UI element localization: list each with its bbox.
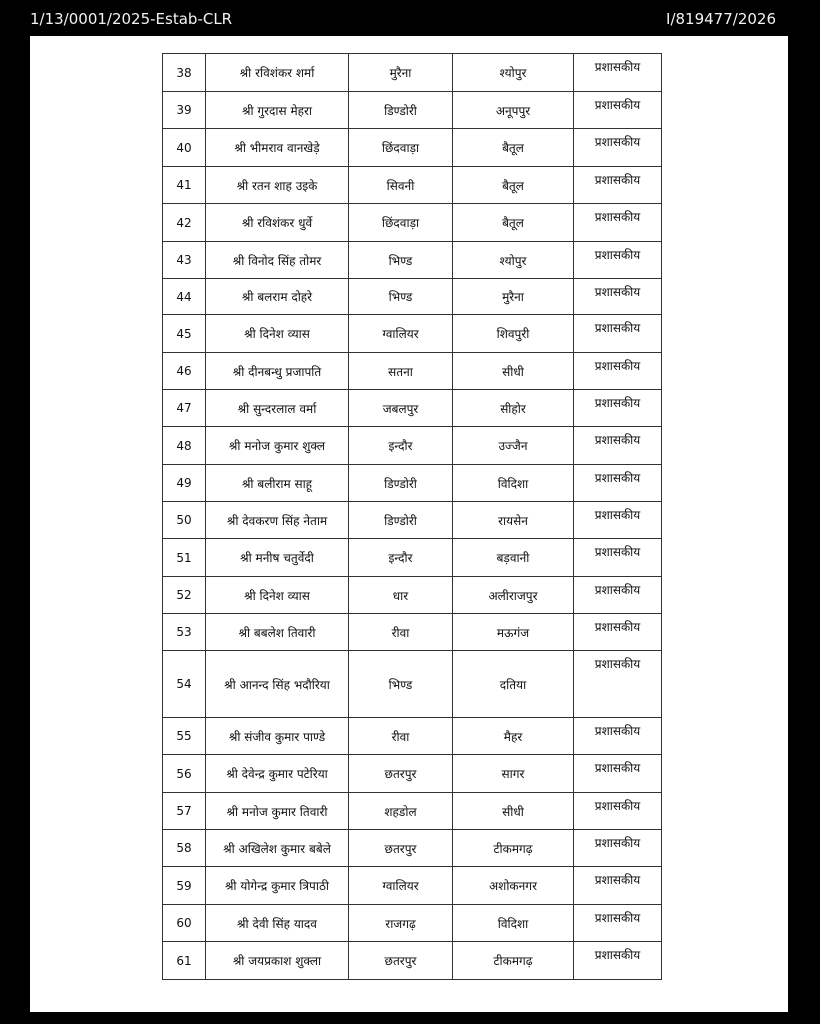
table-row [163,92,662,129]
officer-name-cell: श्री सुन्दरलाल वर्मा [206,390,349,427]
serial-number-cell: 43 [163,242,206,279]
serial-number-cell: 51 [163,539,206,577]
current-district-cell: डिण्डोरी [349,502,453,539]
reason-cell: प्रशासकीय [574,905,662,942]
table-row [163,502,662,539]
table-row [163,577,662,614]
table-row [163,651,662,718]
current-district-cell: मुरैना [349,54,453,92]
posted-district-cell: सागर [453,755,574,793]
table-row [163,614,662,651]
current-district-cell: रीवा [349,718,453,755]
table-row [163,279,662,315]
reason-cell: प्रशासकीय [574,718,662,755]
serial-number-cell: 54 [163,651,206,718]
reason-cell: प्रशासकीय [574,793,662,830]
officer-name-cell: श्री दिनेश व्यास [206,577,349,614]
serial-number-cell: 45 [163,315,206,353]
table-row [163,242,662,279]
officer-name-cell: श्री भीमराव वानखेड़े [206,129,349,167]
current-district-cell: ग्वालियर [349,867,453,905]
posted-district-cell: विदिशा [453,905,574,942]
reason-cell: प्रशासकीय [574,502,662,539]
posted-district-cell: शिवपुरी [453,315,574,353]
posted-district-cell: मुरैना [453,279,574,315]
reason-cell: प्रशासकीय [574,204,662,242]
serial-number-cell: 53 [163,614,206,651]
table-row [163,905,662,942]
table-row [163,465,662,502]
table-row [163,755,662,793]
current-district-cell: सतना [349,353,453,390]
serial-number-cell: 44 [163,279,206,315]
officer-name-cell: श्री बलीराम साहू [206,465,349,502]
current-district-cell: डिण्डोरी [349,92,453,129]
document-page [30,36,788,1012]
posted-district-cell: टीकमगढ़ [453,830,574,867]
serial-number-cell: 39 [163,92,206,129]
posted-district-cell: मैहर [453,718,574,755]
officer-name-cell: श्री जयप्रकाश शुक्ला [206,942,349,980]
current-district-cell: छतरपुर [349,755,453,793]
officer-name-cell: श्री बबलेश तिवारी [206,614,349,651]
officer-name-cell: श्री रतन शाह उइके [206,167,349,204]
posted-district-cell: बड़वानी [453,539,574,577]
serial-number-cell: 56 [163,755,206,793]
officer-name-cell: श्री संजीव कुमार पाण्डे [206,718,349,755]
posted-district-cell: दतिया [453,651,574,718]
officer-name-cell: श्री अखिलेश कुमार बबेले [206,830,349,867]
current-district-cell: भिण्ड [349,279,453,315]
posted-district-cell: विदिशा [453,465,574,502]
reason-cell: प्रशासकीय [574,942,662,980]
transfer-table [162,53,662,980]
reason-cell: प्रशासकीय [574,54,662,92]
officer-name-cell: श्री गुरदास मेहरा [206,92,349,129]
officer-name-cell: श्री योगेन्द्र कुमार त्रिपाठी [206,867,349,905]
serial-number-cell: 40 [163,129,206,167]
current-district-cell: छतरपुर [349,942,453,980]
inward-number: I/819477/2026 [666,10,776,28]
officer-name-cell: श्री देवकरण सिंह नेताम [206,502,349,539]
current-district-cell: ग्वालियर [349,315,453,353]
serial-number-cell: 41 [163,167,206,204]
table-row [163,315,662,353]
serial-number-cell: 42 [163,204,206,242]
serial-number-cell: 61 [163,942,206,980]
posted-district-cell: टीकमगढ़ [453,942,574,980]
serial-number-cell: 47 [163,390,206,427]
reason-cell: प्रशासकीय [574,129,662,167]
reason-cell: प्रशासकीय [574,167,662,204]
officer-name-cell: श्री मनीष चतुर्वेदी [206,539,349,577]
posted-district-cell: श्योपुर [453,54,574,92]
posted-district-cell: सीधी [453,793,574,830]
table-row [163,129,662,167]
serial-number-cell: 60 [163,905,206,942]
posted-district-cell: सीधी [453,353,574,390]
serial-number-cell: 55 [163,718,206,755]
table-row [163,427,662,465]
reason-cell: प्रशासकीय [574,427,662,465]
posted-district-cell: बैतूल [453,167,574,204]
table-row [163,353,662,390]
file-reference: 1/13/0001/2025-Estab-CLR [30,10,233,28]
table-row [163,54,662,92]
current-district-cell: धार [349,577,453,614]
reason-cell: प्रशासकीय [574,867,662,905]
reason-cell: प्रशासकीय [574,92,662,129]
current-district-cell: सिवनी [349,167,453,204]
posted-district-cell: अलीराजपुर [453,577,574,614]
serial-number-cell: 38 [163,54,206,92]
table-row [163,204,662,242]
serial-number-cell: 46 [163,353,206,390]
table-row [163,718,662,755]
table-row [163,167,662,204]
serial-number-cell: 58 [163,830,206,867]
current-district-cell: छतरपुर [349,830,453,867]
current-district-cell: भिण्ड [349,651,453,718]
reason-cell: प्रशासकीय [574,755,662,793]
posted-district-cell: श्योपुर [453,242,574,279]
current-district-cell: शहडोल [349,793,453,830]
current-district-cell: भिण्ड [349,242,453,279]
reason-cell: प्रशासकीय [574,390,662,427]
officer-name-cell: श्री दीनबन्धु प्रजापति [206,353,349,390]
posted-district-cell: सीहोर [453,390,574,427]
reason-cell: प्रशासकीय [574,465,662,502]
table-row [163,830,662,867]
table-row [163,539,662,577]
posted-district-cell: रायसेन [453,502,574,539]
serial-number-cell: 50 [163,502,206,539]
officer-name-cell: श्री विनोद सिंह तोमर [206,242,349,279]
current-district-cell: इन्दौर [349,427,453,465]
table-row [163,867,662,905]
posted-district-cell: मऊगंज [453,614,574,651]
current-district-cell: रीवा [349,614,453,651]
posted-district-cell: अनूपपुर [453,92,574,129]
reason-cell: प्रशासकीय [574,830,662,867]
reason-cell: प्रशासकीय [574,614,662,651]
reason-cell: प्रशासकीय [574,353,662,390]
officer-name-cell: श्री मनोज कुमार शुक्ल [206,427,349,465]
current-district-cell: जबलपुर [349,390,453,427]
reason-cell: प्रशासकीय [574,539,662,577]
serial-number-cell: 52 [163,577,206,614]
reason-cell: प्रशासकीय [574,651,662,718]
officer-name-cell: श्री देवी सिंह यादव [206,905,349,942]
reason-cell: प्रशासकीय [574,279,662,315]
reason-cell: प्रशासकीय [574,242,662,279]
reason-cell: प्रशासकीय [574,315,662,353]
posted-district-cell: अशोकनगर [453,867,574,905]
current-district-cell: राजगढ़ [349,905,453,942]
serial-number-cell: 59 [163,867,206,905]
serial-number-cell: 48 [163,427,206,465]
officer-name-cell: श्री मनोज कुमार तिवारी [206,793,349,830]
document-header [0,0,820,36]
current-district-cell: डिण्डोरी [349,465,453,502]
posted-district-cell: बैतूल [453,204,574,242]
posted-district-cell: बैतूल [453,129,574,167]
officer-name-cell: श्री रविशंकर शर्मा [206,54,349,92]
serial-number-cell: 57 [163,793,206,830]
officer-name-cell: श्री दिनेश व्यास [206,315,349,353]
current-district-cell: छिंदवाड़ा [349,129,453,167]
current-district-cell: इन्दौर [349,539,453,577]
posted-district-cell: उज्जैन [453,427,574,465]
table-row [163,390,662,427]
officer-name-cell: श्री बलराम दोहरे [206,279,349,315]
officer-name-cell: श्री रविशंकर धुर्वे [206,204,349,242]
current-district-cell: छिंदवाड़ा [349,204,453,242]
officer-name-cell: श्री आनन्द सिंह भदौरिया [206,651,349,718]
officer-name-cell: श्री देवेन्द्र कुमार पटेरिया [206,755,349,793]
table-row [163,793,662,830]
table-row [163,942,662,980]
serial-number-cell: 49 [163,465,206,502]
reason-cell: प्रशासकीय [574,577,662,614]
